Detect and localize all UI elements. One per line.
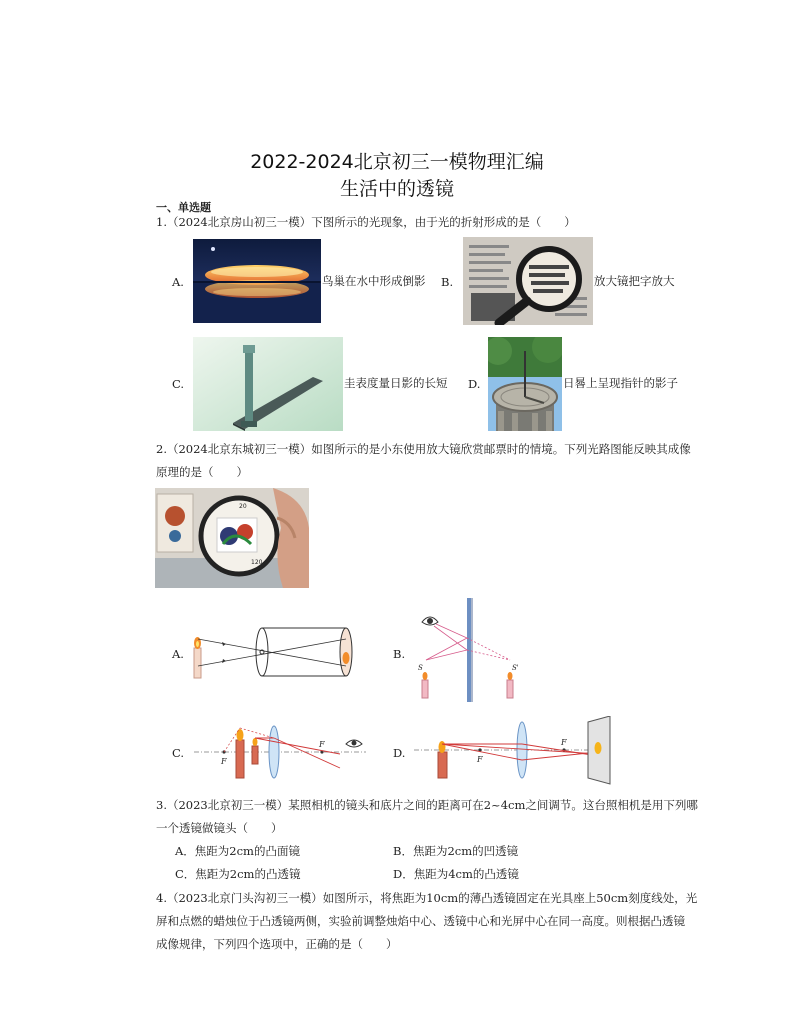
q3-option-c: C．焦距为2cm的凸透镜 [175, 867, 301, 881]
label-f-right: F [319, 740, 325, 749]
q2-stem-line2: 原理的是（ ） [156, 465, 248, 479]
q1-option-b-text: 放大镜把字放大 [594, 274, 675, 288]
q2-option-c-letter: C. [172, 746, 185, 760]
q3-option-b: B．焦距为2cm的凹透镜 [393, 844, 519, 858]
page-title: 2022-2024北京初三一模物理汇编 [250, 151, 544, 173]
stamp-value-bottom: 120 [251, 559, 263, 566]
q3-stem-line2: 一个透镜做镜头（ ） [156, 821, 283, 835]
gnomon-image [193, 337, 343, 431]
q1-option-a-text: 鸟巢在水中形成倒影 [322, 274, 426, 288]
birds-nest-image [193, 239, 321, 323]
q1-option-a-letter: A. [172, 275, 184, 289]
convex-lens-magnifier-diagram [190, 722, 370, 782]
stamp-magnifier-photo [155, 488, 309, 588]
q1-option-c-text: 圭表度量日影的长短 [344, 376, 448, 390]
label-s-prime: S' [512, 664, 519, 672]
q3-option-d: D．焦距为4cm的凸透镜 [393, 867, 519, 881]
magnifier-newspaper-image [463, 237, 593, 325]
section-heading: 一、单选题 [156, 201, 211, 214]
sundial-image [488, 337, 562, 431]
q1-option-d-letter: D. [468, 377, 481, 391]
q2-option-a-letter: A. [172, 647, 184, 661]
q3-stem-line1: 3.（2023北京初三一模）某照相机的镜头和底片之间的距离可在2~4cm之间调节。这台照相机是用下列哪 [156, 798, 698, 812]
label-f-left-d: F [477, 755, 483, 764]
q1-stem: 1.（2024北京房山初三一模）下图所示的光现象，由于光的折射形成的是（ ） [156, 215, 576, 229]
q2-stem-line1: 2.（2024北京东城初三一模）如图所示的是小东使用放大镜欣赏邮票时的情境。下列光路图能反映其成像 [156, 442, 691, 456]
q2-option-d-letter: D. [393, 746, 406, 760]
label-s: S [418, 664, 423, 672]
q2-option-b-letter: B. [393, 647, 406, 661]
q1-option-d-text: 日晷上呈现指针的影子 [563, 376, 678, 390]
stamp-value-top: 20 [239, 503, 247, 510]
plane-mirror-diagram [410, 598, 535, 702]
q1-option-b-letter: B. [441, 275, 454, 289]
label-f-left: F [221, 757, 227, 766]
pinhole-camera-diagram [190, 622, 362, 682]
label-f-right-d: F [561, 738, 567, 747]
q3-option-a: A．焦距为2cm的凸面镜 [175, 844, 300, 858]
q4-stem-line2: 屏和点燃的蜡烛位于凸透镜两侧，实验前调整烛焰中心、透镜中心和光屏中心在同一高度。则根据凸透镜 [156, 914, 685, 928]
page-subtitle: 生活中的透镜 [339, 178, 454, 200]
convex-lens-screen-diagram [410, 716, 614, 786]
q4-stem-line1: 4.（2023北京门头沟初三一模）如图所示，将焦距为10cm的薄凸透镜固定在光具座上50cm刻度线处，光 [156, 891, 698, 905]
q1-option-c-letter: C. [172, 377, 185, 391]
q4-stem-line3: 成像规律，下列四个选项中，正确的是（ ） [156, 937, 398, 951]
